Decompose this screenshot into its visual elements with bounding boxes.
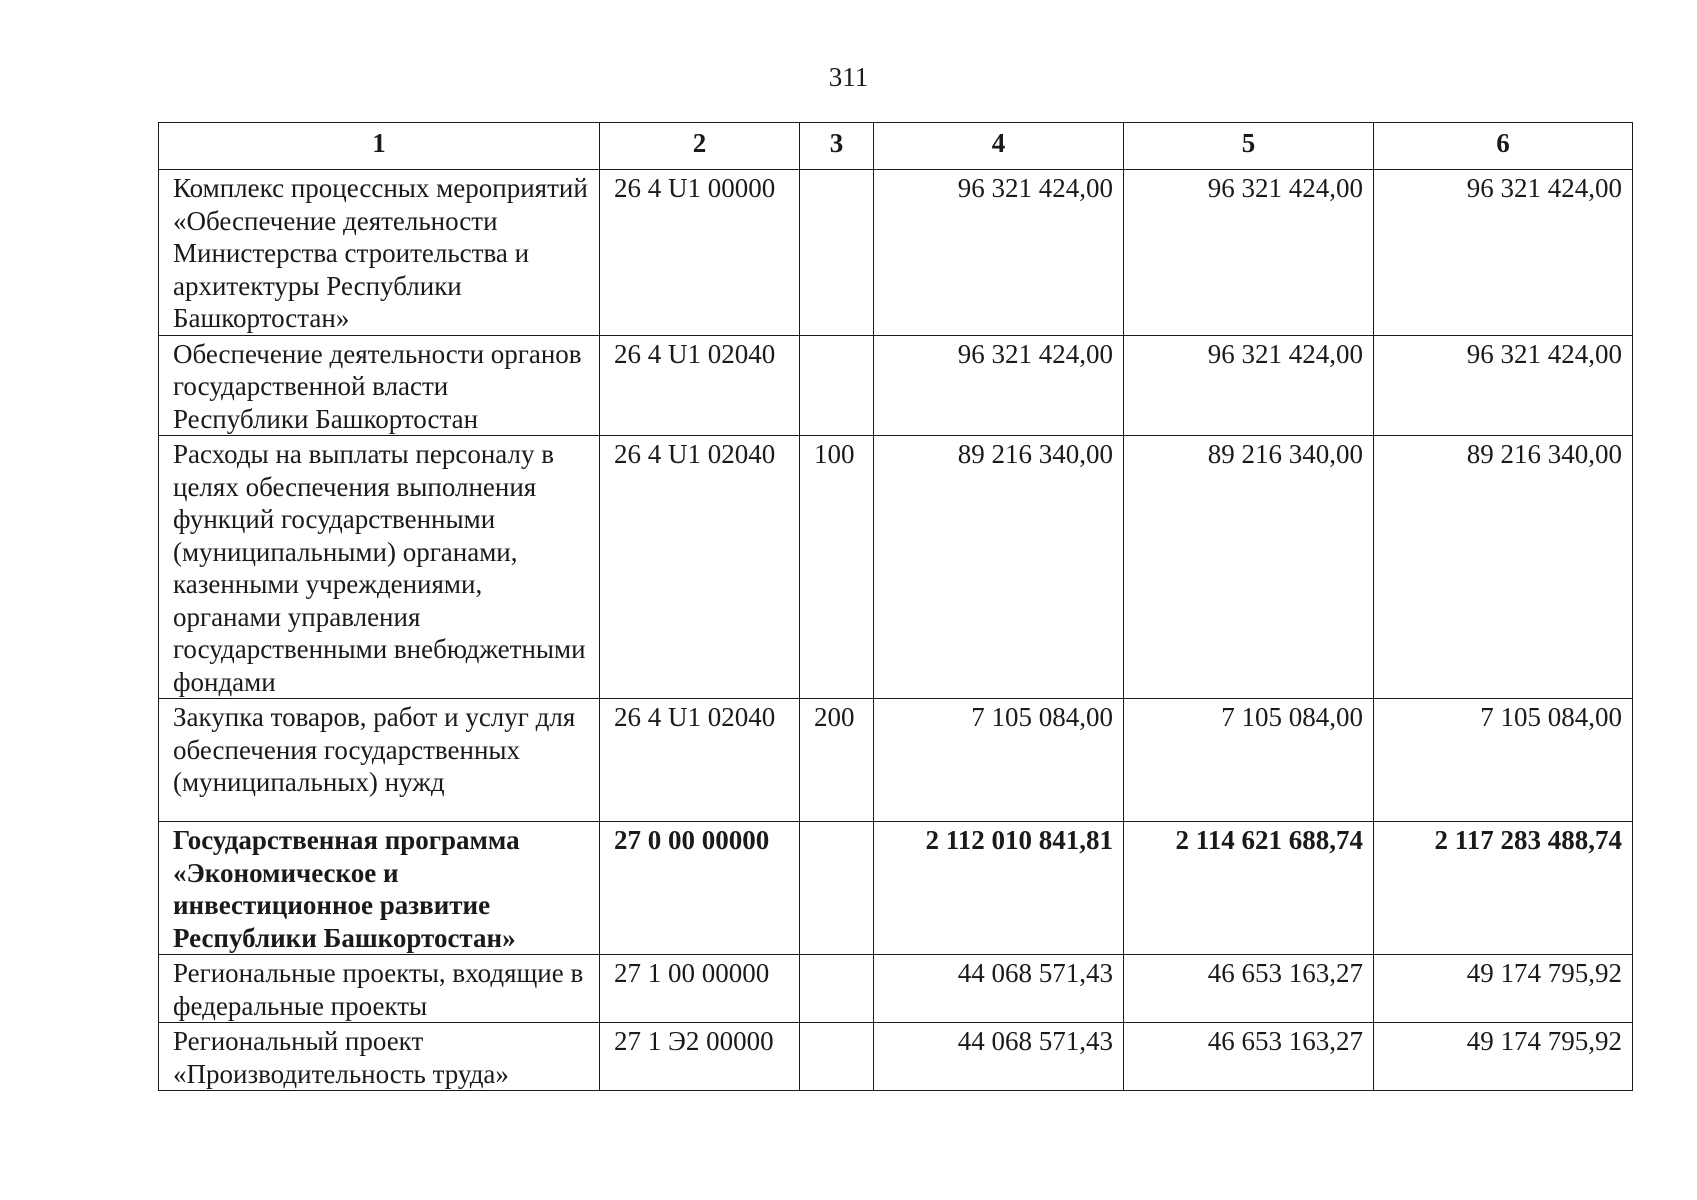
row-amount-year-1: 96 321 424,00	[874, 335, 1124, 436]
column-header-1: 1	[159, 123, 600, 170]
row-amount-year-3: 96 321 424,00	[1374, 170, 1633, 336]
row-amount-year-3: 49 174 795,92	[1374, 955, 1633, 1023]
table-header-row	[159, 123, 1633, 170]
row-amount-year-2: 46 653 163,27	[1124, 955, 1374, 1023]
row-amount-year-3: 7 105 084,00	[1374, 699, 1633, 822]
table-row	[159, 699, 1633, 822]
row-code: 27 1 00 00000	[600, 955, 800, 1023]
column-header-5: 5	[1124, 123, 1374, 170]
row-amount-year-3: 49 174 795,92	[1374, 1023, 1633, 1091]
row-amount-year-1: 89 216 340,00	[874, 436, 1124, 699]
row-amount-year-1: 7 105 084,00	[874, 699, 1124, 822]
row-expense-type	[800, 822, 874, 955]
table-row	[159, 1023, 1633, 1091]
table-row	[159, 955, 1633, 1023]
table-row-program-total	[159, 822, 1633, 955]
row-name: Региональный проект «Производительность труда»	[159, 1023, 600, 1091]
column-header-6: 6	[1374, 123, 1633, 170]
row-expense-type	[800, 170, 874, 336]
row-name: Расходы на выплаты персоналу в целях обеспечения выполнения функций государственными (муниципальными) органами, казенными учреждениями, органами управления государственными внебюджетными фондами	[159, 436, 600, 699]
table-row	[159, 335, 1633, 436]
page-number: 311	[828, 62, 869, 92]
row-name: Обеспечение деятельности органов государственной власти Республики Башкортостан	[159, 335, 600, 436]
row-expense-type: 100	[800, 436, 874, 699]
row-code: 26 4 U1 02040	[600, 699, 800, 822]
row-name: Государственная программа «Экономическое и инвестиционное развитие Республики Башкортостан»	[159, 822, 600, 955]
row-amount-year-3: 96 321 424,00	[1374, 335, 1633, 436]
row-name: Региональные проекты, входящие в федеральные проекты	[159, 955, 600, 1023]
row-amount-year-2: 96 321 424,00	[1124, 335, 1374, 436]
row-code: 26 4 U1 00000	[600, 170, 800, 336]
row-name: Закупка товаров, работ и услуг для обеспечения государственных (муниципальных) нужд	[159, 699, 600, 822]
row-amount-year-3: 2 117 283 488,74	[1374, 822, 1633, 955]
row-code: 26 4 U1 02040	[600, 436, 800, 699]
row-amount-year-1: 44 068 571,43	[874, 1023, 1124, 1091]
row-name: Комплекс процессных мероприятий «Обеспечение деятельности Министерства строительства и архитектуры Республики Башкортостан»	[159, 170, 600, 336]
column-header-3: 3	[800, 123, 874, 170]
row-amount-year-2: 96 321 424,00	[1124, 170, 1374, 336]
row-expense-type: 200	[800, 699, 874, 822]
row-code: 27 0 00 00000	[600, 822, 800, 955]
row-amount-year-3: 89 216 340,00	[1374, 436, 1633, 699]
budget-table	[158, 122, 1633, 1091]
row-amount-year-1: 44 068 571,43	[874, 955, 1124, 1023]
row-amount-year-1: 96 321 424,00	[874, 170, 1124, 336]
table-row	[159, 436, 1633, 699]
row-code: 26 4 U1 02040	[600, 335, 800, 436]
row-amount-year-2: 46 653 163,27	[1124, 1023, 1374, 1091]
row-amount-year-2: 2 114 621 688,74	[1124, 822, 1374, 955]
row-expense-type	[800, 335, 874, 436]
row-expense-type	[800, 1023, 874, 1091]
column-header-4: 4	[874, 123, 1124, 170]
row-amount-year-2: 7 105 084,00	[1124, 699, 1374, 822]
row-code: 27 1 Э2 00000	[600, 1023, 800, 1091]
table-row	[159, 170, 1633, 336]
row-expense-type	[800, 955, 874, 1023]
row-amount-year-2: 89 216 340,00	[1124, 436, 1374, 699]
column-header-2: 2	[600, 123, 800, 170]
row-amount-year-1: 2 112 010 841,81	[874, 822, 1124, 955]
